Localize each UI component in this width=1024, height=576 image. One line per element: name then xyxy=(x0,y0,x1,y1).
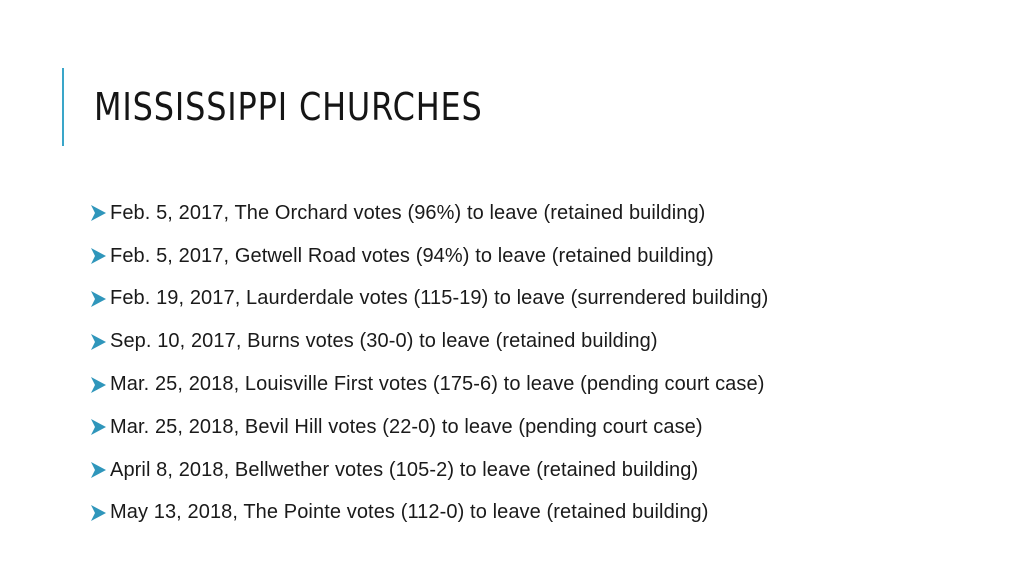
arrow-bullet-icon xyxy=(90,418,107,436)
bullet-text: Mar. 25, 2018, Louisville First votes (175-6) to leave (pending court case) xyxy=(110,373,765,396)
list-item xyxy=(90,235,768,278)
title-accent-bar xyxy=(62,68,64,146)
bullet-list xyxy=(90,192,768,534)
arrow-bullet-icon xyxy=(90,333,107,351)
list-item xyxy=(90,192,768,235)
arrow-bullet-icon xyxy=(90,461,107,479)
bullet-text: Feb. 5, 2017, Getwell Road votes (94%) to leave (retained building) xyxy=(110,244,714,267)
arrow-bullet-icon xyxy=(90,290,107,308)
arrow-bullet-icon xyxy=(90,504,107,522)
list-item xyxy=(90,449,768,492)
bullet-text: April 8, 2018, Bellwether votes (105-2) to leave (retained building) xyxy=(110,458,699,481)
list-item xyxy=(90,320,768,363)
bullet-text: Mar. 25, 2018, Bevil Hill votes (22-0) to leave (pending court case) xyxy=(110,415,703,438)
bullet-text: May 13, 2018, The Pointe votes (112-0) to leave (retained building) xyxy=(110,501,709,524)
list-item xyxy=(90,278,768,321)
list-item xyxy=(90,363,768,406)
bullet-text: Feb. 5, 2017, The Orchard votes (96%) to leave (retained building) xyxy=(110,201,706,224)
list-item xyxy=(90,406,768,449)
list-item xyxy=(90,492,768,535)
bullet-text: Sep. 10, 2017, Burns votes (30-0) to leave (retained building) xyxy=(110,330,658,353)
slide-title: MISSISSIPPI CHURCHES xyxy=(94,85,483,129)
arrow-bullet-icon xyxy=(90,247,107,265)
arrow-bullet-icon xyxy=(90,204,107,222)
arrow-bullet-icon xyxy=(90,376,107,394)
bullet-text: Feb. 19, 2017, Laurderdale votes (115-19) to leave (surrendered building) xyxy=(110,287,769,310)
